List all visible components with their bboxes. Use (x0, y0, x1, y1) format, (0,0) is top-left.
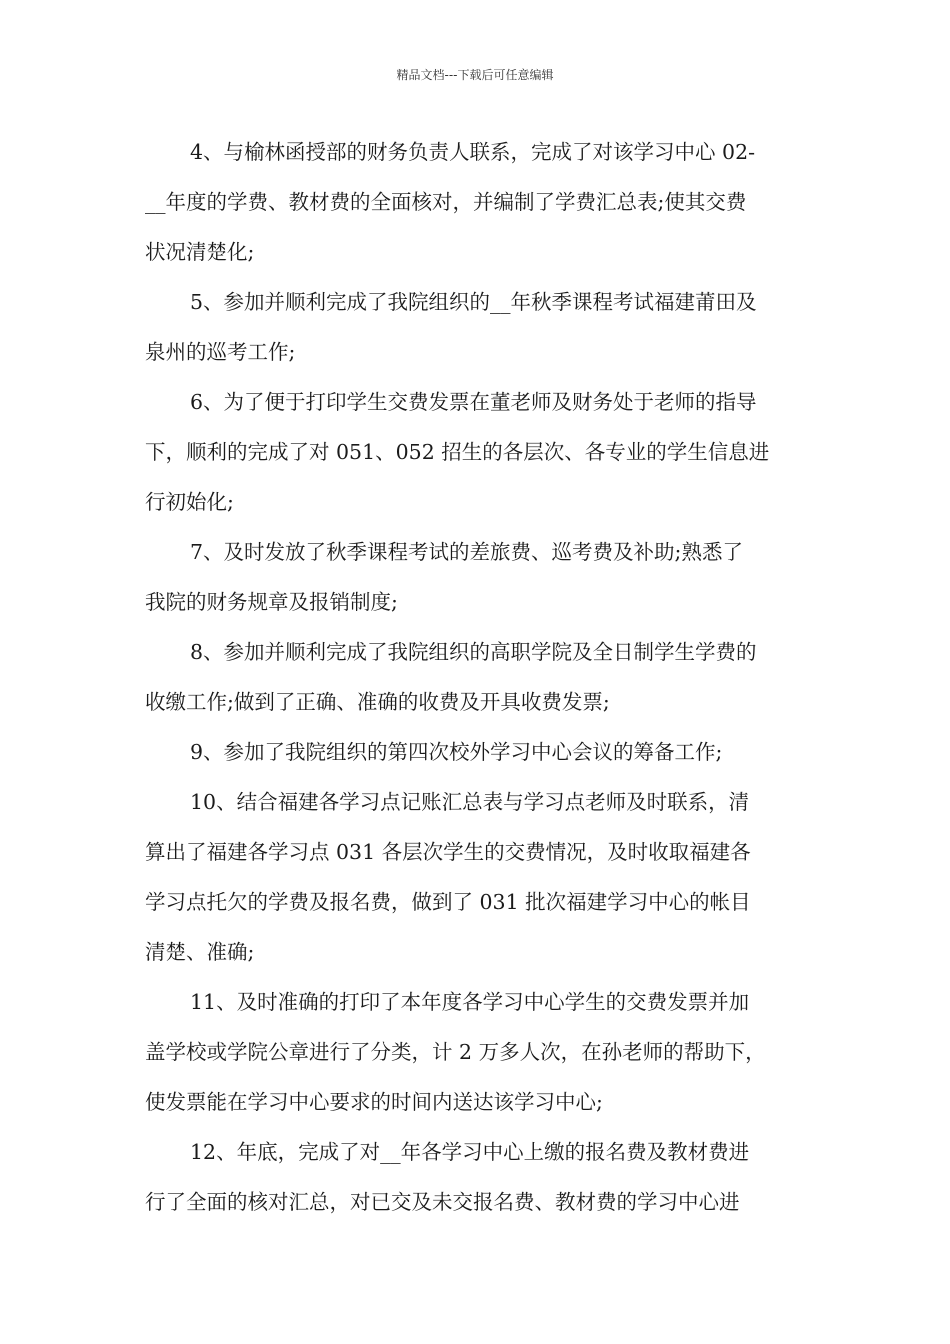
text-line: 泉州的巡考工作; (145, 340, 296, 364)
page-header: 精品文档---下载后可任意编辑 (396, 68, 554, 82)
text-line: 11、及时准确的打印了本年度各学习中心学生的交费发票并加 (190, 990, 750, 1014)
paragraph-item-5 (145, 277, 810, 377)
paragraph-item-9 (145, 727, 810, 777)
text-line: 下，顺利的完成了对 051、052 招生的各层次、各专业的学生信息进 (145, 440, 770, 464)
text-line: 4、与榆林函授部的财务负责人联系，完成了对该学习中心 02- (190, 140, 756, 164)
paragraph-item-12 (145, 1127, 810, 1227)
text-line: 清楚、准确; (145, 940, 255, 964)
paragraph-item-4 (145, 127, 810, 277)
text-line: 行了全面的核对汇总，对已交及未交报名费、教材费的学习中心进 (145, 1190, 740, 1214)
text-line: __年度的学费、教材费的全面核对，并编制了学费汇总表;使其交费 (145, 190, 747, 214)
text-line: 5、参加并顺利完成了我院组织的__年秋季课程考试福建莆田及 (190, 290, 757, 314)
document-body (145, 127, 810, 1227)
text-line: 我院的财务规章及报销制度; (145, 590, 398, 614)
text-line: 行初始化; (145, 490, 234, 514)
paragraph-item-11 (145, 977, 810, 1127)
paragraph-item-10 (145, 777, 810, 977)
text-line: 算出了福建各学习点 031 各层次学生的交费情况，及时收取福建各 (145, 840, 751, 864)
text-line: 9、参加了我院组织的第四次校外学习中心会议的筹备工作; (190, 740, 723, 764)
text-line: 6、为了便于打印学生交费发票在董老师及财务处于老师的指导 (190, 390, 757, 414)
paragraph-item-7 (145, 527, 810, 627)
paragraph-item-8 (145, 627, 810, 727)
text-line: 8、参加并顺利完成了我院组织的高职学院及全日制学生学费的 (190, 640, 757, 664)
text-line: 12、年底，完成了对__年各学习中心上缴的报名费及教材费进 (190, 1140, 750, 1164)
text-line: 10、结合福建各学习点记账汇总表与学习点老师及时联系，清 (190, 790, 750, 814)
text-line: 状况清楚化; (145, 240, 255, 264)
text-line: 7、及时发放了秋季课程考试的差旅费、巡考费及补助;熟悉了 (190, 540, 743, 564)
text-line: 收缴工作;做到了正确、准确的收费及开具收费发票; (145, 690, 610, 714)
paragraph-item-6 (145, 377, 810, 527)
text-line: 学习点托欠的学费及报名费，做到了 031 批次福建学习中心的帐目 (145, 890, 751, 914)
text-line: 使发票能在学习中心要求的时间内送达该学习中心; (145, 1090, 603, 1114)
text-line: 盖学校或学院公章进行了分类，计 2 万多人次，在孙老师的帮助下， (145, 1040, 766, 1064)
